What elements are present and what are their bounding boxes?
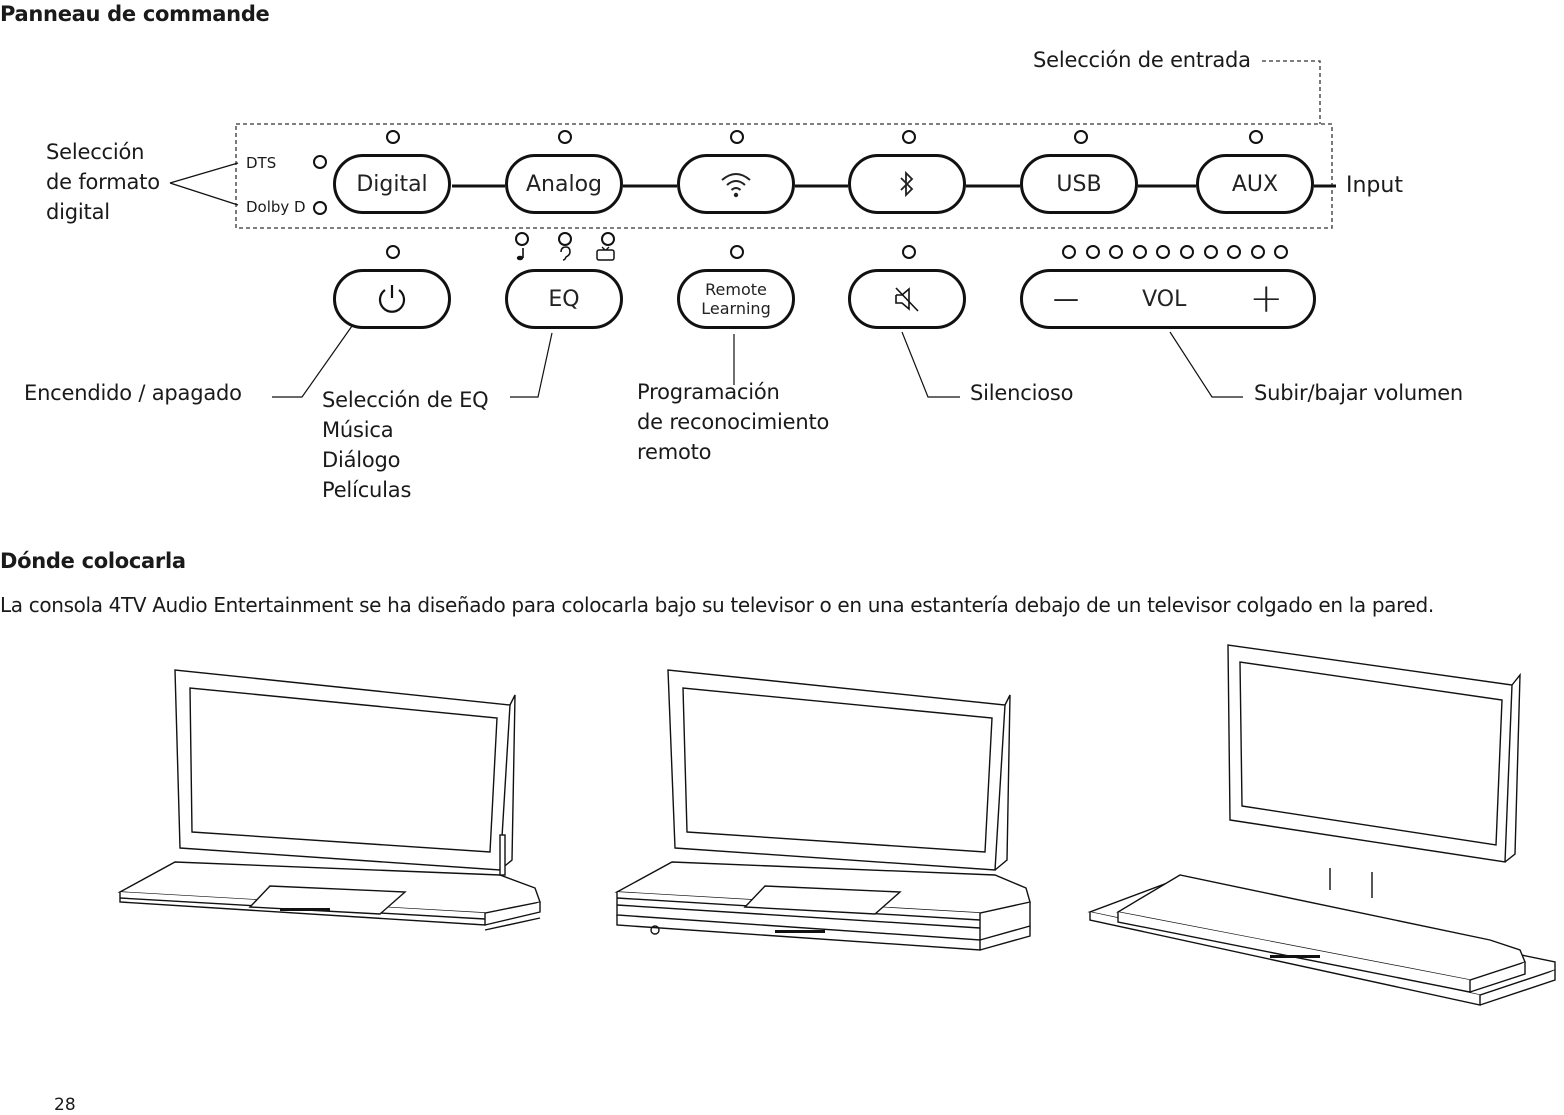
analog-button[interactable]: Analog (505, 154, 623, 214)
dts-led (313, 155, 327, 169)
format-selection-label (46, 137, 160, 227)
format-selection-line-1: Selección (46, 140, 145, 164)
eq-music-led (515, 232, 529, 246)
remote-callout-line-1: Programación (637, 380, 780, 404)
analog-led (558, 130, 572, 144)
volume-button[interactable] (1020, 269, 1316, 329)
volume-led (1251, 245, 1265, 259)
volume-callout: Subir/bajar volumen (1254, 381, 1464, 405)
wifi-led (730, 130, 744, 144)
control-panel-heading: Panneau de commande (0, 2, 270, 26)
placement-text: La consola 4TV Audio Entertainment se ha diseñado para colocarla bajo su televisor o en una estantería debajo de un televisor colgado en la pared. (0, 593, 1434, 617)
eq-dialogue-led (558, 232, 572, 246)
remote-learning-button[interactable] (677, 269, 795, 329)
usb-button[interactable]: USB (1020, 154, 1138, 214)
placement-illustrations (0, 650, 1564, 1060)
volume-label: VOL (1142, 286, 1187, 312)
music-note-icon (517, 248, 523, 260)
volume-led (1204, 245, 1218, 259)
tv-on-console-illustration-2 (617, 670, 1030, 950)
volume-led (1062, 245, 1076, 259)
placement-heading: Dónde colocarla (0, 549, 186, 573)
page-number: 28 (54, 1095, 76, 1115)
speaker-mute-icon (892, 284, 922, 314)
format-selection-line-3: digital (46, 200, 110, 224)
usb-led (1074, 130, 1088, 144)
remote-callout-line-3: remoto (637, 440, 712, 464)
wifi-button[interactable] (677, 154, 795, 214)
volume-up-button[interactable]: + (1249, 276, 1283, 322)
volume-down-button[interactable]: — (1053, 284, 1079, 314)
power-callout: Encendido / apagado (24, 381, 242, 405)
power-icon (375, 282, 409, 316)
eq-callout-line-3: Diálogo (322, 448, 401, 472)
aux-button[interactable]: AUX (1196, 154, 1314, 214)
ear-icon (561, 247, 570, 260)
remote-learning-line-2: Learning (701, 299, 771, 318)
tv-icon (597, 247, 614, 260)
remote-learning-line-1: Remote (705, 280, 767, 299)
bluetooth-led (902, 130, 916, 144)
power-led (386, 245, 400, 259)
volume-led (1133, 245, 1147, 259)
dolby-label: Dolby D (246, 198, 306, 216)
mute-button[interactable] (848, 269, 966, 329)
eq-button[interactable]: EQ (505, 269, 623, 329)
mute-callout: Silencioso (970, 381, 1074, 405)
aux-led (1249, 130, 1263, 144)
tv-on-console-illustration (120, 670, 540, 930)
bluetooth-button[interactable] (848, 154, 966, 214)
remote-learning-led (730, 245, 744, 259)
input-selection-label: Selección de entrada (1033, 48, 1251, 72)
eq-callout-line-1: Selección de EQ (322, 388, 489, 412)
dts-label: DTS (246, 154, 277, 172)
digital-button[interactable]: Digital (333, 154, 451, 214)
digital-led (386, 130, 400, 144)
eq-callout (322, 385, 489, 505)
remote-learning-callout (637, 377, 829, 467)
format-selection-line-2: de formato (46, 170, 160, 194)
volume-led (1086, 245, 1100, 259)
eq-callout-line-2: Música (322, 418, 394, 442)
mute-led (902, 245, 916, 259)
eq-callout-line-4: Películas (322, 478, 412, 502)
wifi-icon (719, 170, 753, 198)
eq-mode-icons (513, 246, 621, 262)
remote-callout-line-2: de reconocimiento (637, 410, 830, 434)
bluetooth-icon (899, 169, 915, 199)
eq-movie-led (601, 232, 615, 246)
wall-mounted-tv-illustration (1090, 645, 1555, 1005)
volume-led (1180, 245, 1194, 259)
dolby-led (313, 201, 327, 215)
input-label: Input (1346, 173, 1403, 198)
power-button[interactable] (333, 269, 451, 329)
